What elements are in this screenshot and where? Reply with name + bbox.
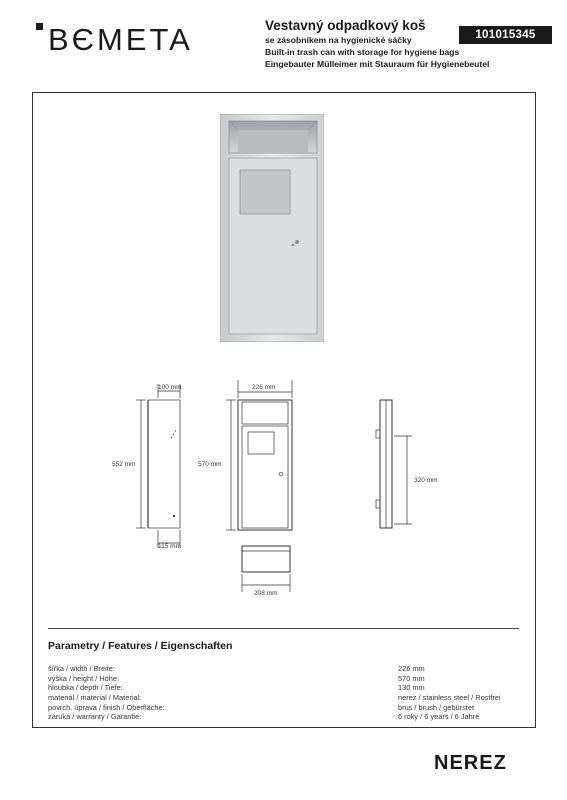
material-badge: NEREZ [434,752,507,774]
product-title: Vestavný odpadkový koš [265,18,426,33]
feature-label: záruka / warranty / Garantie: [48,712,142,722]
feature-value: brus / brush / gebürstet [398,702,474,712]
feature-value: 570 mm [398,673,425,683]
feature-row-height [48,674,518,684]
feature-label: výška / height / Höhe: [48,673,120,683]
feature-row-warranty [48,712,518,722]
side-view-drawing [136,384,180,548]
feature-value: 6 roky / 6 years / 6 Jahre [398,712,480,722]
subtitle-cs: se zásobníkem na hygienické sáčky [265,35,412,45]
feature-value: 130 mm [398,683,425,693]
svg-text:ΒЄΜΕΤΑ: ΒЄΜΕΤΑ [48,22,193,56]
dim-front-height: 570 mm [198,461,222,468]
product-code-badge: 101015345 [459,26,552,44]
feature-label: šířka / width / Breite: [48,664,115,674]
dim-side-bottom: 115 mm [158,543,181,550]
product-photo [220,114,324,342]
dim-bottom-width: 208 mm [254,590,278,597]
feature-label: povrch. úprava / finish / Oberfläche: [48,702,165,712]
feature-row-width [48,664,518,674]
features-table [48,664,518,722]
front-view-drawing [226,380,292,530]
dim-front-width: 226 mm [252,384,276,391]
dim-right-height: 320 mm [414,477,438,484]
subtitle-de: Eingebauter Mülleimer mit Stauraum für Hygienebeutel [265,59,490,69]
right-side-view-drawing [376,400,412,528]
feature-value: nerez / stainless steel / Rostfrei [398,693,501,703]
feature-row-depth [48,683,518,693]
brand-logo [36,20,226,56]
technical-drawings [110,370,490,610]
dim-side-depth: 100 mm [158,384,182,391]
feature-value: 226 mm [398,664,425,674]
feature-row-finish [48,702,518,712]
section-divider [48,628,519,629]
dim-side-height: 552 mm [112,461,136,468]
feature-label: hloubka / depth / Tiefe: [48,683,123,693]
subtitle-en: Built-in trash can with storage for hygiene bags [265,47,460,57]
bottom-view-drawing [242,546,290,592]
features-title: Parametry / Features / Eigenschaften [48,640,233,652]
feature-row-material [48,693,518,703]
bemeta-logo-icon [36,20,226,56]
feature-label: materiál / material / Material: [48,693,142,703]
